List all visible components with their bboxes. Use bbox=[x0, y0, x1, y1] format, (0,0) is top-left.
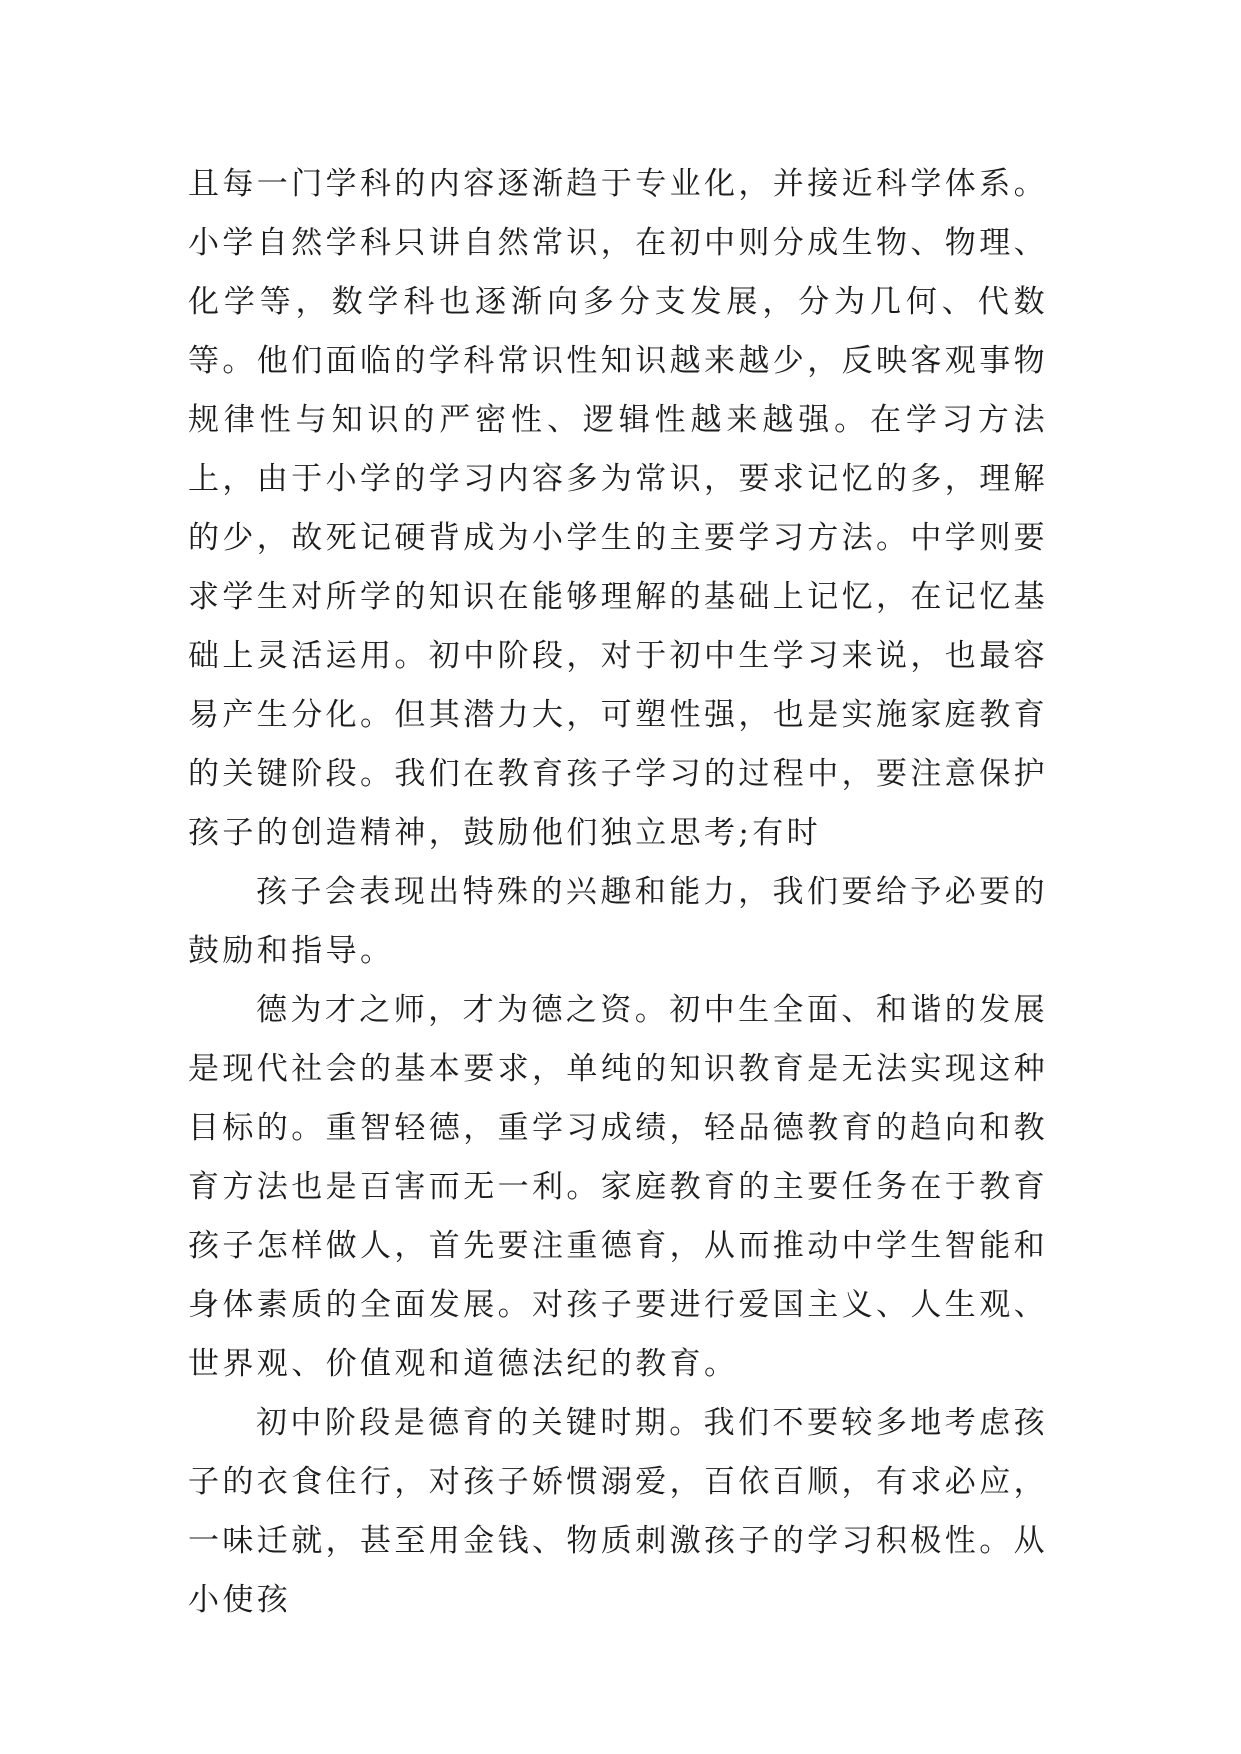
paragraph-4: 初中阶段是德育的关键时期。我们不要较多地考虑孩子的衣食住行，对孩子娇惯溺爱，百依百顺，有求必应，一味迁就，甚至用金钱、物质刺激孩子的学习积极性。从小使孩 bbox=[188, 1405, 1048, 1618]
paragraph-2: 孩子会表现出特殊的兴趣和能力，我们要给予必要的鼓励和指导。 bbox=[188, 874, 1048, 969]
body-text bbox=[188, 155, 1048, 1630]
paragraph-1: 且每一门学科的内容逐渐趋于专业化，并接近科学体系。小学自然学科只讲自然常识，在初中则分成生物、物理、化学等，数学科也逐渐向多分支发展，分为几何、代数等。他们面临的学科常识性知识越来越少，反映客观事物规律性与知识的严密性、逻辑性越来越强。在学习方法上，由于小学的学习内容多为常识，要求记忆的多，理解的少，故死记硬背成为小学生的主要学习方法。中学则要求学生对所学的知识在能够理解的基础上记忆，在记忆基础上灵活运用。初中阶段，对于初中生学习来说，也最容易产生分化。但其潜力大，可塑性强，也是实施家庭教育的关键阶段。我们在教育孩子学习的过程中，要注意保护孩子的创造精神，鼓励他们独立思考;有时 bbox=[188, 166, 1048, 851]
paragraph-3: 德为才之师，才为德之资。初中生全面、和谐的发展是现代社会的基本要求，单纯的知识教育是无法实现这种目标的。重智轻德，重学习成绩，轻品德教育的趋向和教育方法也是百害而无一利。家庭教育的主要任务在于教育孩子怎样做人，首先要注重德育，从而推动中学生智能和身体素质的全面发展。对孩子要进行爱国主义、人生观、世界观、价值观和道德法纪的教育。 bbox=[188, 992, 1048, 1382]
